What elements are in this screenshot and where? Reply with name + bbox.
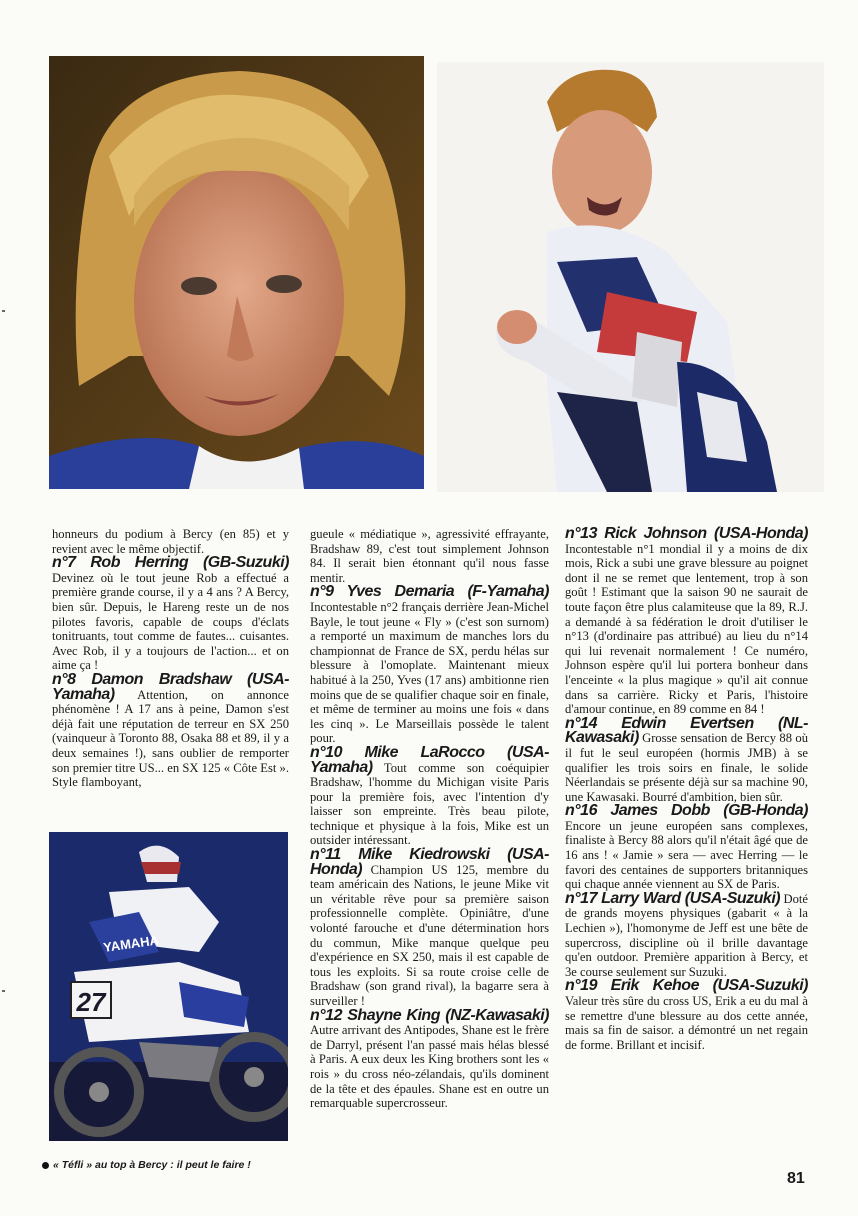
rider-entry <box>310 848 549 1009</box>
photo-rob-herring <box>49 56 424 489</box>
rider-entry <box>310 585 549 746</box>
rider-text: Autre arrivant des Antipodes, Shane est le frère de Darryl, présent l'an passé mais hélas blessé à Paris. A eux deux les King brothers sont les « rois » du cross néo-zélandais, qu'ils dominent de la tête et des épaules. Shane est en outre un remarquable supercrosseur. <box>310 1023 549 1111</box>
rider-text: Incontestable n°2 français derrière Jean-Michel Bayle, le tout jeune « Fly » (c'est son surnom) a remporté un maximum de manches lors du championnat de France de SX, perdu hélas sur blessure à l'omoplate. Maintenant mieux habitué à la 250, Yves (17 ans) ambitionne rien moins que de se qualifier chaque soir en finale, et même de terminer au moins une fois « dans les cinq ». Le Marseillais possède le talent pour. <box>310 599 549 746</box>
bike-brand: YAMAHA <box>102 932 160 955</box>
rider-entry <box>565 527 808 717</box>
caption-text: « Téfli » au top à Bercy : il peut le faire ! <box>53 1159 251 1171</box>
margin-mark <box>2 310 5 312</box>
rider-heading: n°19 Erik Kehoe (USA-Suzuki) <box>565 977 808 995</box>
column-2-intro: gueule « médiatique », agressivité effrayante, Bradshaw 89, c'est tout simplement Johnson 84. Il serait bien étonnant qu'il nous fasse mentir. <box>310 527 549 585</box>
rider-illustration <box>437 62 824 492</box>
rider-text: Valeur très sûre du cross US, Erik a eu du mal à se remettre d'une blessure au dos cette année, mais sa fin de saisor. a démontré un net regain de forme. Brillant et incisif. <box>565 994 808 1052</box>
rider-text: Tout comme son coéquipier Bradshaw, l'homme du Michigan visite Paris pour la première fois, avec l'intention d'y laisser son empreinte. Très beau pilote, technique et physique à la fois, Mike est un outsider intéressant. <box>310 760 549 848</box>
rider-heading: n°12 Shayne King (NZ-Kawasaki) <box>310 1006 549 1024</box>
column-2 <box>310 527 549 1111</box>
rider-entry <box>565 889 808 980</box>
motocross-illustration <box>49 832 288 1141</box>
rider-entry <box>52 556 289 673</box>
rider-text: Champion US 125, membre du team américain des Nations, le jeune Mike vit un véritable rêve pour sa première saison professionnelle complète. Opiniâtre, d'une volonté farouche et d'une détermination hors du commun, Mike manque quelque peu d'expérience en SX 250, mais il est capable de tous les exploits. Si sa route croise celle de Bradshaw (son grand rival), la bagarre sera à surveiller ! <box>310 862 549 1008</box>
bullet-icon <box>42 1162 49 1169</box>
rider-text: Attention, on annonce phénomène ! A 17 ans à peine, Damon s'est déjà fait une réputation de terreur en SX 250 (vainqueur à Toronto 88, Osaka 88 et 89, il y a deux semaines !), sans oublier de remporter son premier titre US... en SX 125 « Côte Est ». Style flamboyant, <box>52 687 289 790</box>
rider-text: Incontestable n°1 mondial il y a moins de dix mois, Rick a subi une grave blessure au poignet dont il ne se remet que lentement, trop à son goût ! Estimant que la saison 90 ne saurait de toute façon être plus calamiteuse que la 89, R.J. a demandé à sa fédération le droit d'utiliser le n°13 (d'ordinaire pas attribué) au lieu du n°14 qui lui revenait normalement ! Ce numéro, Johnson espère qu'il lui portera bonheur dans l'enceinte « la plus magique » qu'il ait connue dans sa carrière. Ricky et Paris, l'histoire d'amour continue, en 89 comme en 84 ! <box>565 541 808 717</box>
rider-heading: n°10 Mike LaRocco (USA-Yamaha) <box>310 743 549 776</box>
rider-heading: n°14 Edwin Evertsen (NL-Kawasaki) <box>565 714 808 747</box>
column-1 <box>52 527 289 790</box>
page-number: 81 <box>787 1170 805 1187</box>
photo-rick-johnson <box>437 62 824 492</box>
rider-text: Devinez où le tout jeune Rob a effectué a première grande course, il y a 4 ans ? A Bercy, bien sûr. Depuis, le Hareng reste un de nos pilotes favoris, capable de coups d'éclats tonitruants, tout comme de fautes... cuisantes. Avec Rob, il y a toujours de l'action... et on aime ça ! <box>52 570 289 673</box>
rider-text: Grosse sensation de Bercy 88 où il fut le seul européen (hormis JMB) à se qualifier les trois soirs en finale, le solide Néerlandais se présente déjà sur sa machine 90, une Kawasaki. Bourré d'ambition, bien sûr. <box>565 731 808 804</box>
margin-mark <box>2 990 5 992</box>
rider-heading: n°7 Rob Herring (GB-Suzuki) <box>52 554 289 572</box>
rider-entry <box>565 804 808 892</box>
rider-heading: n°9 Yves Demaria (F-Yamaha) <box>310 583 549 601</box>
portrait-illustration <box>49 56 424 489</box>
rider-heading: n°16 James Dobb (GB-Honda) <box>565 802 808 820</box>
rider-entry <box>310 1006 549 1111</box>
rider-heading: n°13 Rick Johnson (USA-Honda) <box>565 525 808 542</box>
rider-heading: n°17 Larry Ward (USA-Suzuki) <box>565 889 781 907</box>
photo-caption <box>42 1159 292 1171</box>
rider-entry <box>310 743 549 848</box>
rider-heading: n°8 Damon Bradshaw (USA-Yamaha) <box>52 670 289 703</box>
column-1-intro: honneurs du podium à Bercy (en 85) et y revient avec le même objectif. <box>52 527 289 556</box>
bike-number: 27 <box>76 987 106 1017</box>
rider-text: Doté de grands moyens physiques (gabarit « à la Lechien »), l'homonyme de Jeff est une bête de supercross, discipline où il brille davantage qu'en outdoor. Première apparition à Bercy, et 3e course seulement sur Suzuki. <box>565 891 808 979</box>
column-3 <box>565 527 808 1052</box>
rider-heading: n°11 Mike Kiedrowski (USA-Honda) <box>310 846 549 878</box>
rider-text: Encore un jeune européen sans complexes, finaliste à Bercy 88 alors qu'il n'était âgé que de 16 ans ! « Jamie » sera — avec Herring — le favori des centaines de supporters britanniques qui chaque année viennent au SX de Paris. <box>565 818 808 892</box>
photo-damon-bradshaw <box>49 832 288 1141</box>
rider-entry <box>52 670 289 790</box>
rider-entry <box>565 979 808 1052</box>
rider-entry <box>565 714 808 805</box>
